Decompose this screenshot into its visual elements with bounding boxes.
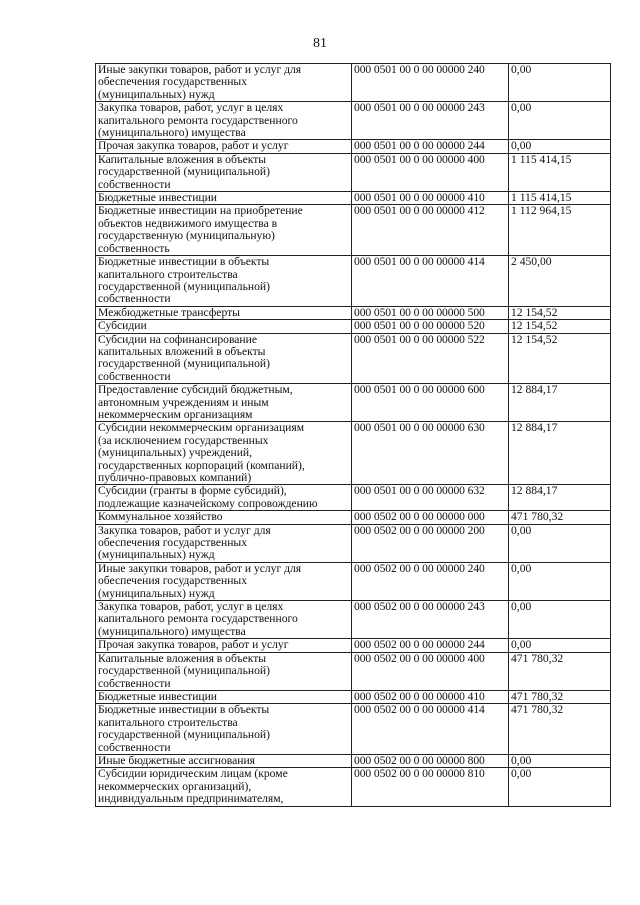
row-code-cell: 000 0502 00 0 00 00000 410 xyxy=(352,690,509,703)
row-code-cell: 000 0502 00 0 00 00000 810 xyxy=(352,768,509,806)
row-name-cell: Закупка товаров, работ и услуг для обеспечения государственных (муниципальных) нужд xyxy=(96,524,352,562)
row-name-cell: Бюджетные инвестиции xyxy=(96,690,352,703)
row-name-cell: Бюджетные инвестиции xyxy=(96,192,352,205)
row-code-cell: 000 0502 00 0 00 00000 244 xyxy=(352,639,509,652)
row-code-cell: 000 0502 00 0 00 00000 000 xyxy=(352,511,509,524)
row-code-cell: 000 0502 00 0 00 00000 414 xyxy=(352,704,509,755)
row-code-cell: 000 0501 00 0 00 00000 632 xyxy=(352,485,509,511)
row-amount-cell: 0,00 xyxy=(509,524,611,562)
row-amount-cell: 0,00 xyxy=(509,601,611,639)
row-amount-cell: 0,00 xyxy=(509,768,611,806)
row-amount-cell: 0,00 xyxy=(509,562,611,600)
row-code-cell: 000 0501 00 0 00 00000 412 xyxy=(352,205,509,256)
budget-table-body xyxy=(96,64,611,807)
row-code-cell: 000 0502 00 0 00 00000 800 xyxy=(352,754,509,767)
table-row xyxy=(96,320,611,333)
row-code-cell: 000 0501 00 0 00 00000 500 xyxy=(352,306,509,319)
row-code-cell: 000 0502 00 0 00 00000 400 xyxy=(352,652,509,690)
table-row xyxy=(96,422,611,485)
row-name-cell: Бюджетные инвестиции в объекты капитального строительства государственной (муниципальной) собственности xyxy=(96,704,352,755)
table-row xyxy=(96,485,611,511)
row-code-cell: 000 0502 00 0 00 00000 240 xyxy=(352,562,509,600)
row-name-cell: Прочая закупка товаров, работ и услуг xyxy=(96,140,352,153)
row-name-cell: Субсидии на софинансирование капитальных вложений в объекты государственной (муниципальной) собственности xyxy=(96,333,352,384)
table-row xyxy=(96,562,611,600)
row-amount-cell: 12 884,17 xyxy=(509,422,611,485)
row-amount-cell: 471 780,32 xyxy=(509,704,611,755)
row-amount-cell: 0,00 xyxy=(509,639,611,652)
row-code-cell: 000 0501 00 0 00 00000 400 xyxy=(352,153,509,191)
table-row xyxy=(96,524,611,562)
table-row xyxy=(96,256,611,307)
row-name-cell: Субсидии юридическим лицам (кроме некоммерческих организаций), индивидуальным предпринимателям, xyxy=(96,768,352,806)
row-amount-cell: 471 780,32 xyxy=(509,652,611,690)
row-name-cell: Капитальные вложения в объекты государственной (муниципальной) собственности xyxy=(96,652,352,690)
row-name-cell: Прочая закупка товаров, работ и услуг xyxy=(96,639,352,652)
row-name-cell: Бюджетные инвестиции в объекты капитального строительства государственной (муниципальной) собственности xyxy=(96,256,352,307)
table-row xyxy=(96,64,611,102)
table-row xyxy=(96,140,611,153)
row-name-cell: Иные закупки товаров, работ и услуг для обеспечения государственных (муниципальных) нужд xyxy=(96,64,352,102)
row-amount-cell: 12 884,17 xyxy=(509,384,611,422)
row-amount-cell: 1 115 414,15 xyxy=(509,192,611,205)
row-name-cell: Закупка товаров, работ, услуг в целях капитального ремонта государственного (муниципального) имущества xyxy=(96,601,352,639)
row-code-cell: 000 0501 00 0 00 00000 600 xyxy=(352,384,509,422)
row-code-cell: 000 0501 00 0 00 00000 243 xyxy=(352,102,509,140)
table-row xyxy=(96,690,611,703)
row-code-cell: 000 0502 00 0 00 00000 200 xyxy=(352,524,509,562)
row-code-cell: 000 0501 00 0 00 00000 240 xyxy=(352,64,509,102)
row-name-cell: Иные бюджетные ассигнования xyxy=(96,754,352,767)
row-amount-cell: 12 154,52 xyxy=(509,320,611,333)
table-row xyxy=(96,754,611,767)
row-amount-cell: 0,00 xyxy=(509,102,611,140)
row-name-cell: Бюджетные инвестиции на приобретение объектов недвижимого имущества в государственную (муниципальную) собственность xyxy=(96,205,352,256)
row-code-cell: 000 0502 00 0 00 00000 243 xyxy=(352,601,509,639)
row-code-cell: 000 0501 00 0 00 00000 244 xyxy=(352,140,509,153)
row-name-cell: Субсидии некоммерческим организациям (за исключением государственных (муниципальных) учреждений, государственных корпораций (компаний), публично-правовых компаний) xyxy=(96,422,352,485)
row-name-cell: Коммунальное хозяйство xyxy=(96,511,352,524)
row-amount-cell: 471 780,32 xyxy=(509,511,611,524)
row-name-cell: Субсидии xyxy=(96,320,352,333)
row-amount-cell: 471 780,32 xyxy=(509,690,611,703)
row-amount-cell: 2 450,00 xyxy=(509,256,611,307)
row-amount-cell: 1 115 414,15 xyxy=(509,153,611,191)
row-name-cell: Закупка товаров, работ, услуг в целях капитального ремонта государственного (муниципального) имущества xyxy=(96,102,352,140)
row-amount-cell: 0,00 xyxy=(509,140,611,153)
row-amount-cell: 1 112 964,15 xyxy=(509,205,611,256)
row-name-cell: Субсидии (гранты в форме субсидий), подлежащие казначейскому сопровождению xyxy=(96,485,352,511)
row-amount-cell: 0,00 xyxy=(509,754,611,767)
row-code-cell: 000 0501 00 0 00 00000 522 xyxy=(352,333,509,384)
row-name-cell: Иные закупки товаров, работ и услуг для обеспечения государственных (муниципальных) нужд xyxy=(96,562,352,600)
table-row xyxy=(96,768,611,806)
row-name-cell: Предоставление субсидий бюджетным, автономным учреждениям и иным некоммерческим организациям xyxy=(96,384,352,422)
table-row xyxy=(96,333,611,384)
row-code-cell: 000 0501 00 0 00 00000 410 xyxy=(352,192,509,205)
row-name-cell: Капитальные вложения в объекты государственной (муниципальной) собственности xyxy=(96,153,352,191)
table-row xyxy=(96,192,611,205)
row-code-cell: 000 0501 00 0 00 00000 414 xyxy=(352,256,509,307)
table-row xyxy=(96,384,611,422)
table-row xyxy=(96,601,611,639)
table-row xyxy=(96,639,611,652)
table-row xyxy=(96,704,611,755)
row-amount-cell: 12 884,17 xyxy=(509,485,611,511)
budget-table xyxy=(95,63,611,807)
table-row xyxy=(96,306,611,319)
table-row xyxy=(96,205,611,256)
table-row xyxy=(96,102,611,140)
page-number: 81 xyxy=(313,36,327,51)
table-row xyxy=(96,153,611,191)
table-row xyxy=(96,511,611,524)
row-amount-cell: 12 154,52 xyxy=(509,306,611,319)
row-name-cell: Межбюджетные трансферты xyxy=(96,306,352,319)
row-code-cell: 000 0501 00 0 00 00000 630 xyxy=(352,422,509,485)
row-amount-cell: 0,00 xyxy=(509,64,611,102)
row-code-cell: 000 0501 00 0 00 00000 520 xyxy=(352,320,509,333)
table-row xyxy=(96,652,611,690)
row-amount-cell: 12 154,52 xyxy=(509,333,611,384)
